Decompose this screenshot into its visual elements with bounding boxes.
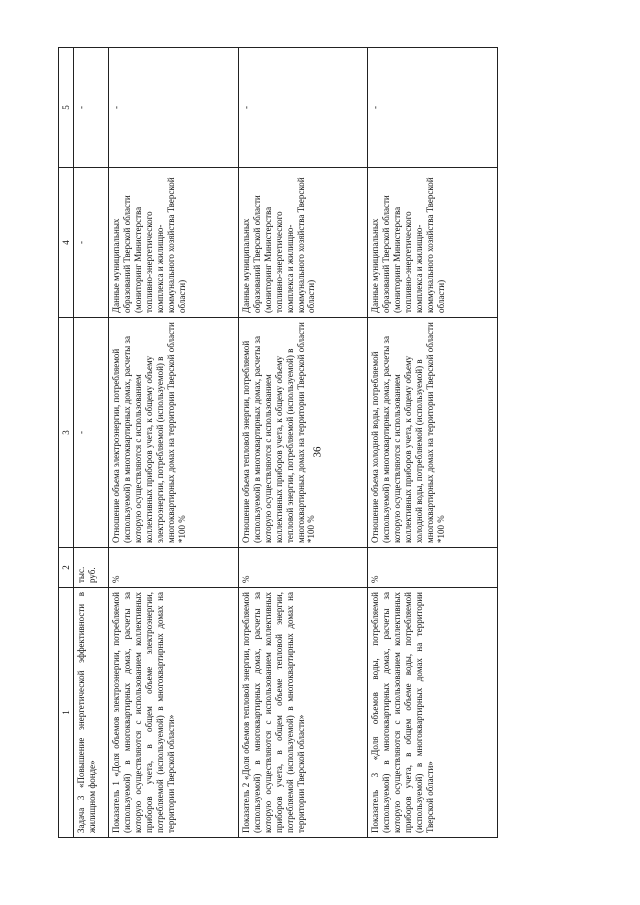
task-row — [74, 48, 109, 838]
note-cell: - — [238, 48, 368, 168]
indicator-cell: Показатель 3 «Доля объемов воды, потребляемой (используемой) в многоквартирных домах, расчеты за которую осуществляются с использованием коллективных приборов учета, в общем объеме воды, потребляемой (используемой) в многоквартирных домах на территории Тверской области» — [368, 588, 498, 838]
task-note: - — [74, 48, 109, 168]
formula-cell: Отношение объема электроэнергии, потребляемой (используемой) в многоквартирных домах, расчеты за которую осуществляются с использованием коллективных приборов учета, к общему объему электроэнергии, потребляемой (используемой) в многоквартирных домах на территории Тверской области *100 % — [109, 318, 239, 548]
header-col-4: 4 — [59, 168, 74, 318]
rotated-table-container — [58, 48, 498, 838]
formula-cell: Отношение объема холодной воды, потребляемой (используемой) в многоквартирных домах, расчеты за которую осуществляются с использованием коллективных приборов учета, к общему объему холодной воды, потребляемой (используемой) в многоквартирных домах на территории Тверской области *100 % — [368, 318, 498, 548]
task-source: - — [74, 168, 109, 318]
header-col-3: 3 — [59, 318, 74, 548]
source-cell: Данные муниципальных образований Тверской области (мониторинг Министерства топливно-энергетического комплекса и жилищно-коммунального хозяйства Тверской области) — [238, 168, 368, 318]
unit-cell: % — [238, 548, 368, 588]
indicator-cell: Показатель 1 «Доля объемов электроэнергии, потребляемой (используемой) в многоквартирных домах, расчеты за которую осуществляются с использованием коллективных приборов учета, в общем объеме электроэнергии, потребляемой (используемой) в многоквартирных домах на территории Тверской области» — [109, 588, 239, 838]
page-number: 36 — [311, 446, 324, 458]
unit-cell: % — [109, 548, 239, 588]
task-formula: - — [74, 318, 109, 548]
indicator-table — [58, 47, 498, 838]
unit-cell: % — [368, 548, 498, 588]
source-cell: Данные муниципальных образований Тверской области (мониторинг Министерства топливно-энергетического комплекса и жилищно-коммунального хозяйства Тверской области) — [368, 168, 498, 318]
formula-cell: Отношение объема тепловой энергии, потребляемой (используемой) в многоквартирных домах, расчеты за которую осуществляются с использованием коллективных приборов учета, к общему объему тепловой энергии, потребляемой (используемой) в многоквартирных домах на территории Тверской области *100 % — [238, 318, 368, 548]
note-cell: - — [368, 48, 498, 168]
indicator-cell: Показатель 2 «Доля объемов тепловой энергии, потребляемой (используемой) в многоквартирных домах, расчеты за которую осуществляются с использованием коллективных приборов учета, в общем объеме тепловой энергии, потребляемой (используемой) в многоквартирных домах на территории Тверской области» — [238, 588, 368, 838]
table-row — [109, 48, 239, 838]
source-cell: Данные муниципальных образований Тверской области (мониторинг Министерства топливно-энергетического комплекса и жилищно-коммунального хозяйства Тверской области) — [109, 168, 239, 318]
task-title: Задача 3 «Повышение энергетической эффективности в жилищном фонде» — [74, 588, 109, 838]
task-unit: тыс. руб. — [74, 548, 109, 588]
header-col-5: 5 — [59, 48, 74, 168]
header-row — [59, 48, 74, 838]
table-row — [238, 48, 368, 838]
header-col-2: 2 — [59, 548, 74, 588]
note-cell: - — [109, 48, 239, 168]
header-col-1: 1 — [59, 588, 74, 838]
table-row — [368, 48, 498, 838]
